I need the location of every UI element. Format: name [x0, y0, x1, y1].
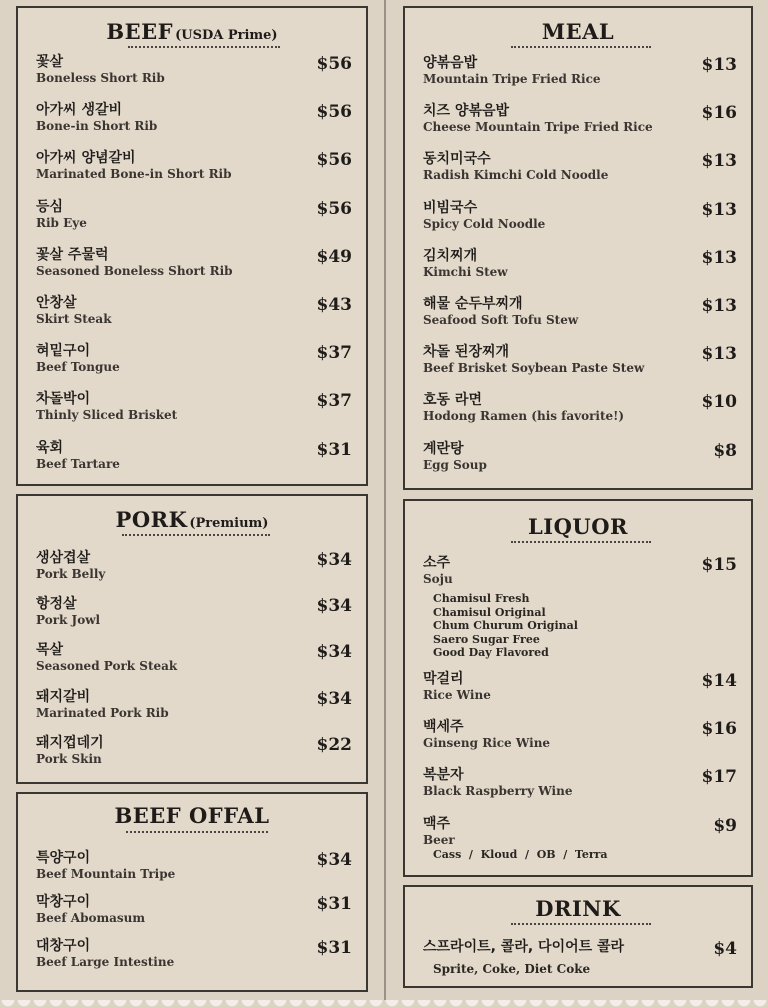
- menu-item: [36, 343, 352, 383]
- item-price: $31: [316, 439, 352, 460]
- menu-item: [36, 391, 352, 431]
- menu-item: [36, 894, 352, 934]
- item-price: $10: [701, 392, 737, 413]
- item-korean-name: 맥주: [423, 816, 451, 832]
- menu-item: [36, 735, 352, 775]
- pork-title-text: PORK: [115, 507, 188, 532]
- liquor-title-divider: [511, 541, 651, 543]
- beef-panel: [16, 6, 368, 486]
- menu-item: [423, 392, 737, 432]
- item-price: $31: [316, 938, 352, 958]
- item-english-name: Seafood Soft Tofu Stew: [423, 313, 579, 327]
- item-korean-name: 아가씨 생갈비: [36, 102, 123, 119]
- menu-item-soju: [423, 555, 737, 595]
- menu-item: [423, 296, 737, 336]
- column-divider: [384, 0, 386, 1000]
- pork-subtitle: (Premium): [189, 516, 269, 531]
- meal-title: MEAL: [541, 19, 615, 44]
- menu-item: [423, 671, 737, 711]
- meal-panel: [403, 6, 753, 490]
- item-english-name: Rice Wine: [423, 688, 491, 702]
- item-korean-name: 돼지껍데기: [36, 734, 104, 751]
- menu-item: [423, 344, 737, 384]
- item-korean-name: 동치미국수: [423, 151, 491, 168]
- soju-brand: Chum Churum Original: [433, 619, 578, 632]
- item-english-name: Radish Kimchi Cold Noodle: [423, 168, 609, 183]
- item-korean-name: 돼지갈비: [36, 688, 91, 705]
- menu-item: [36, 850, 352, 890]
- item-english-name: Marinated Pork Rib: [36, 705, 169, 720]
- offal-title-divider: [126, 831, 268, 833]
- liquor-panel: [403, 499, 753, 877]
- item-price: $34: [316, 550, 352, 570]
- menu-item: [423, 248, 737, 288]
- item-korean-name: 목살: [36, 642, 64, 659]
- item-english-name: Beef Brisket Soybean Paste Stew: [423, 361, 645, 376]
- item-english-name: Boneless Short Rib: [36, 71, 165, 85]
- item-price: $56: [316, 54, 352, 74]
- menu-item: [36, 54, 352, 94]
- menu-item: [36, 642, 352, 682]
- offal-panel: [16, 792, 368, 992]
- item-price: $16: [701, 103, 737, 124]
- item-english-name: Mountain Tripe Fried Rice: [423, 72, 601, 86]
- item-english-name: Beef Tongue: [36, 360, 120, 375]
- item-english-name: Beef Abomasum: [36, 911, 146, 925]
- item-price: $13: [701, 55, 737, 75]
- item-english-name: Beer: [423, 833, 455, 847]
- menu-item: [36, 440, 352, 480]
- item-english-name: Marinated Bone-in Short Rib: [36, 167, 232, 182]
- item-english-name: Cheese Mountain Tripe Fried Rice: [423, 120, 653, 135]
- soju-brand: Good Day Flavored: [433, 646, 549, 659]
- menu-item: [36, 199, 352, 239]
- menu-item: [36, 550, 352, 590]
- item-korean-name: 치즈 양볶음밥: [423, 103, 510, 120]
- item-price: $56: [316, 198, 352, 219]
- item-price: $49: [316, 246, 352, 267]
- item-price: $4: [713, 939, 737, 959]
- menu-item: [423, 767, 737, 807]
- menu-item: [423, 441, 737, 481]
- item-english-name: Beef Large Intestine: [36, 955, 175, 969]
- item-english-name: Ginseng Rice Wine: [423, 736, 551, 750]
- item-korean-name: 육회: [36, 439, 64, 456]
- drink-panel: [403, 885, 753, 988]
- item-korean-name: 소주: [423, 555, 451, 571]
- soju-brand: Chamisul Fresh: [433, 592, 530, 605]
- menu-item: [36, 596, 352, 636]
- soju-brand: Chamisul Original: [433, 605, 546, 619]
- item-korean-name: 꽃살: [36, 54, 64, 70]
- beef-title-divider: [128, 46, 280, 48]
- item-korean-name: 아가씨 양념갈비: [36, 150, 136, 167]
- item-korean-name: 특양구이: [36, 850, 91, 866]
- item-price: $34: [316, 850, 352, 870]
- item-price: $34: [316, 688, 352, 709]
- item-price: $13: [701, 151, 737, 172]
- item-korean-name: 호동 라면: [423, 392, 482, 409]
- item-korean-name: 혀밑구이: [36, 343, 91, 360]
- item-korean-name: 항정살: [36, 596, 77, 613]
- item-english-name: Soju: [423, 572, 453, 586]
- beer-brands: Cass / Kloud / OB / Terra: [433, 848, 608, 861]
- item-price: $13: [701, 199, 737, 220]
- item-price: $22: [316, 734, 352, 755]
- pork-title-divider: [122, 534, 270, 536]
- item-english-name: Pork Belly: [36, 567, 106, 581]
- bottom-scalloped-edge: [0, 1000, 768, 1008]
- menu-item: [36, 689, 352, 729]
- menu-item: [36, 150, 352, 190]
- item-price: $37: [316, 343, 352, 364]
- item-english-name: Beef Tartare: [36, 456, 120, 471]
- drink-title-divider: [511, 923, 651, 925]
- item-price: $34: [316, 596, 352, 617]
- item-price: $14: [701, 671, 737, 691]
- item-korean-name: 안창살: [36, 295, 77, 311]
- item-korean-name: 해물 순두부찌개: [423, 296, 523, 312]
- menu-item: [423, 200, 737, 240]
- menu-item: [423, 719, 737, 759]
- drink-title: DRINK: [535, 896, 621, 921]
- item-price: $56: [316, 102, 352, 123]
- menu-item: [423, 103, 737, 143]
- menu-item: [423, 151, 737, 191]
- item-price: $56: [316, 150, 352, 171]
- menu-item: [36, 102, 352, 142]
- item-price: $16: [701, 719, 737, 739]
- menu-item: [36, 295, 352, 335]
- item-english-name: Spicy Cold Noodle: [423, 216, 546, 231]
- menu-item: [423, 55, 737, 95]
- meal-title-divider: [511, 46, 651, 48]
- item-korean-name: 비빔국수: [423, 199, 478, 216]
- pork-title: [18, 508, 366, 536]
- item-korean-name: 막창구이: [36, 894, 91, 910]
- item-english-name: Hodong Ramen (his favorite!): [423, 409, 625, 424]
- item-korean-name: 김치찌개: [423, 247, 478, 264]
- menu-item: [36, 247, 352, 287]
- item-english-name: Beef Mountain Tripe: [36, 867, 176, 881]
- item-korean-name: 계란탕: [423, 440, 464, 457]
- item-price: $43: [316, 295, 352, 315]
- item-english-name: Kimchi Stew: [423, 264, 508, 279]
- beef-title: [18, 20, 366, 48]
- item-korean-name: 막걸리: [423, 671, 464, 687]
- item-english-name: Rib Eye: [36, 215, 87, 230]
- pork-panel: [16, 494, 368, 784]
- offal-title: BEEF OFFAL: [114, 803, 270, 828]
- item-english-name: Pork Skin: [36, 751, 102, 766]
- item-price: $13: [701, 344, 737, 365]
- beef-title-text: BEEF: [106, 19, 174, 44]
- menu-item: [36, 938, 352, 978]
- item-english-name: Thinly Sliced Brisket: [36, 408, 178, 423]
- item-price: $13: [701, 296, 737, 316]
- item-price: $13: [701, 247, 737, 268]
- item-korean-name: 등심: [36, 198, 64, 215]
- item-price: $31: [316, 894, 352, 914]
- item-korean-name: 복분자: [423, 767, 464, 783]
- soju-brand: Saero Sugar Free: [433, 632, 540, 646]
- item-korean-name: 스프라이트, 콜라, 다이어트 콜라: [423, 939, 625, 955]
- item-price: $9: [713, 816, 737, 836]
- item-english-name: Skirt Steak: [36, 312, 112, 326]
- beef-subtitle: (USDA Prime): [175, 28, 278, 43]
- item-korean-name: 생삼겹살: [36, 550, 91, 566]
- item-korean-name: 대창구이: [36, 938, 91, 954]
- item-english-name: Bone-in Short Rib: [36, 119, 158, 134]
- drink-english-names: Sprite, Coke, Diet Coke: [433, 962, 591, 976]
- item-english-name: Seasoned Boneless Short Rib: [36, 263, 233, 278]
- item-price: $17: [701, 767, 737, 787]
- item-english-name: Black Raspberry Wine: [423, 784, 573, 798]
- item-korean-name: 꽃살 주물럭: [36, 246, 109, 263]
- item-korean-name: 차돌 된장찌개: [423, 344, 510, 361]
- item-price: $37: [316, 391, 352, 412]
- liquor-title: LIQUOR: [528, 514, 628, 539]
- item-korean-name: 차돌박이: [36, 391, 91, 408]
- item-english-name: Egg Soup: [423, 457, 487, 472]
- item-english-name: Seasoned Pork Steak: [36, 659, 178, 674]
- item-korean-name: 양볶음밥: [423, 55, 478, 71]
- item-price: $8: [713, 440, 737, 461]
- item-english-name: Pork Jowl: [36, 613, 101, 628]
- item-price: $34: [316, 642, 352, 663]
- item-korean-name: 백세주: [423, 719, 464, 735]
- item-price: $15: [701, 555, 737, 575]
